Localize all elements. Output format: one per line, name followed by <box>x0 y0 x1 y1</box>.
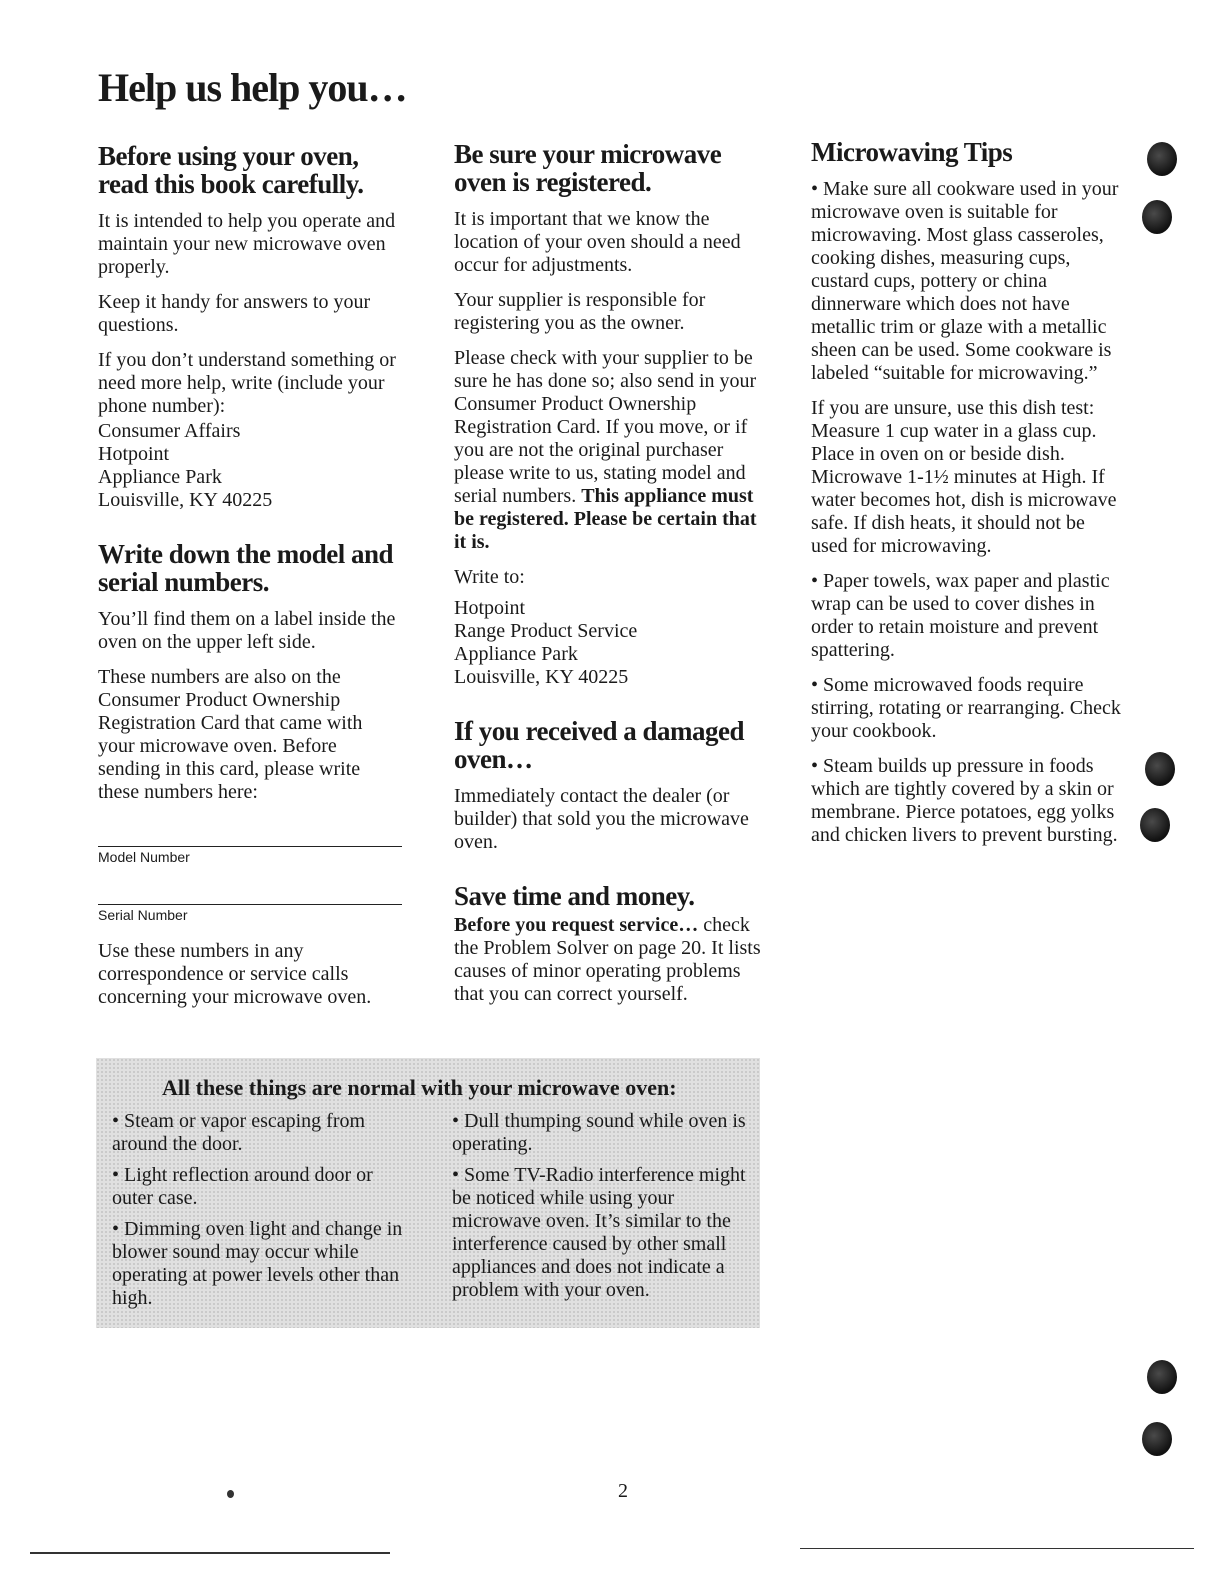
normal-things-left <box>112 1110 412 1318</box>
binder-hole-icon <box>1145 752 1175 786</box>
column-right <box>811 138 1121 859</box>
tip-paper-towels: • Paper towels, wax paper and plastic wrap can be used to cover dishes in order to retain moisture and prevent spattering. <box>811 570 1110 661</box>
normal-things-right <box>452 1110 752 1310</box>
column-middle <box>454 140 769 1018</box>
tip-stirring: • Some microwaved foods require stirring, rotating or rearranging. Check your cookbook. <box>811 674 1121 742</box>
paragraph-contact-dealer: Immediately contact the dealer (or builder) that sold you the microwave oven. <box>454 785 749 853</box>
paragraph-numbers-card: These numbers are also on the Consumer Product Ownership Registration Card that came with your microwave oven. Before sending in this card, please write these numbers here: <box>98 666 363 803</box>
column-left <box>98 142 403 1021</box>
address-line: Consumer Affairs <box>98 420 241 442</box>
tip-dish-test: If you are unsure, use this dish test: Measure 1 cup water in a glass cup. Place in oven on or beside dish. Microwave 1-1½ minutes at High. If water becomes hot, dish is microwave safe. If dish heats, it should not be used for microwaving. <box>811 397 1117 557</box>
paragraph-keep-handy: Keep it handy for answers to your questions. <box>98 291 371 336</box>
serial-number-label: Serial Number <box>98 907 188 923</box>
stray-mark <box>227 1490 234 1498</box>
list-item: • Some TV-Radio interference might be noticed while using your microwave oven. It’s similar to the interference caused by other small appliances and does not indicate a problem with your oven. <box>452 1164 746 1301</box>
model-number-label: Model Number <box>98 849 190 865</box>
address-line: Hotpoint <box>454 597 526 619</box>
heading-damaged-oven: If you received a damaged oven… <box>454 716 744 774</box>
binder-hole-icon <box>1147 1360 1177 1394</box>
must-be-registered: This appliance must be registered. Please be certain that it is. <box>454 485 757 553</box>
address-line: Appliance Park <box>454 643 578 665</box>
scan-edge-line <box>30 1552 390 1554</box>
paragraph-problem-solver <box>454 914 769 1006</box>
serial-number-field[interactable] <box>98 888 403 924</box>
binder-hole-icon <box>1140 808 1170 842</box>
hotpoint-service-address <box>454 597 769 689</box>
page-title: Help us help you… <box>98 65 407 110</box>
paragraph-need-help: If you don’t understand something or need more help, write (include your phone number): <box>98 349 396 417</box>
write-to-label: Write to: <box>454 566 525 588</box>
model-number-field[interactable] <box>98 830 403 866</box>
normal-things-box <box>96 1058 760 1328</box>
list-item: • Dull thumping sound while oven is operating. <box>452 1110 746 1155</box>
paragraph-location: It is important that we know the location of your oven should a need occur for adjustments. <box>454 208 741 276</box>
binder-hole-icon <box>1142 200 1172 234</box>
heading-save-time: Save time and money. <box>454 881 695 911</box>
heading-registered: Be sure your microwave oven is registered. <box>454 139 722 197</box>
address-line: Range Product Service <box>454 620 638 642</box>
binder-hole-icon <box>1147 142 1177 176</box>
address-line: Louisville, KY 40225 <box>98 489 273 511</box>
check-supplier-text: Please check with your supplier to be sure he has done so; also send in your Consumer Product Ownership Registration Card. If you move, or if you are not the original purchaser please write to us, stating model and serial numbers. <box>454 347 757 507</box>
binder-hole-icon <box>1142 1422 1172 1456</box>
heading-write-down: Write down the model and serial numbers. <box>98 539 394 597</box>
tip-steam-pressure: • Steam builds up pressure in foods which are tightly covered by a skin or membrane. Pierce potatoes, egg yolks and chicken livers to prevent bursting. <box>811 755 1118 846</box>
address-line: Appliance Park <box>98 466 222 488</box>
list-item: • Steam or vapor escaping from around the door. <box>112 1110 366 1155</box>
before-service-text: Before you request service… <box>454 914 699 936</box>
list-item: • Light reflection around door or outer case. <box>112 1164 373 1209</box>
model-number-line[interactable] <box>98 830 402 847</box>
serial-number-line[interactable] <box>98 888 402 905</box>
paragraph-use-numbers: Use these numbers in any correspondence or service calls concerning your microwave oven. <box>98 940 372 1008</box>
list-item: • Dimming oven light and change in blower sound may occur while operating at power levels other than high. <box>112 1218 403 1309</box>
paragraph-check-supplier <box>454 347 769 554</box>
heading-microwaving-tips: Microwaving Tips <box>811 137 1013 167</box>
problem-solver-text: check the Problem Solver on page 20. It lists causes of minor operating problems that you can correct yourself. <box>454 914 761 1005</box>
page-number: 2 <box>618 1480 628 1502</box>
address-line: Hotpoint <box>98 443 170 465</box>
paragraph-supplier: Your supplier is responsible for registering you as the owner. <box>454 289 706 334</box>
paragraph-label-location: You’ll find them on a label inside the oven on the upper left side. <box>98 608 396 653</box>
tip-cookware: • Make sure all cookware used in your microwave oven is suitable for microwaving. Most glass casseroles, cooking dishes, measuring cups, custard cups, pottery or china dinnerware which does not have metallic trim or glaze with a metallic sheen can be used. Some cookware is labeled “suitable for microwaving.” <box>811 178 1119 384</box>
scan-edge-line <box>800 1548 1194 1549</box>
consumer-affairs-address <box>98 420 403 512</box>
heading-before-using: Before using your oven, read this book carefully. <box>98 141 364 199</box>
normal-things-heading: All these things are normal with your microwave oven: <box>162 1075 677 1100</box>
paragraph-intended: It is intended to help you operate and maintain your new microwave oven properly. <box>98 210 396 278</box>
address-line: Louisville, KY 40225 <box>454 666 629 688</box>
